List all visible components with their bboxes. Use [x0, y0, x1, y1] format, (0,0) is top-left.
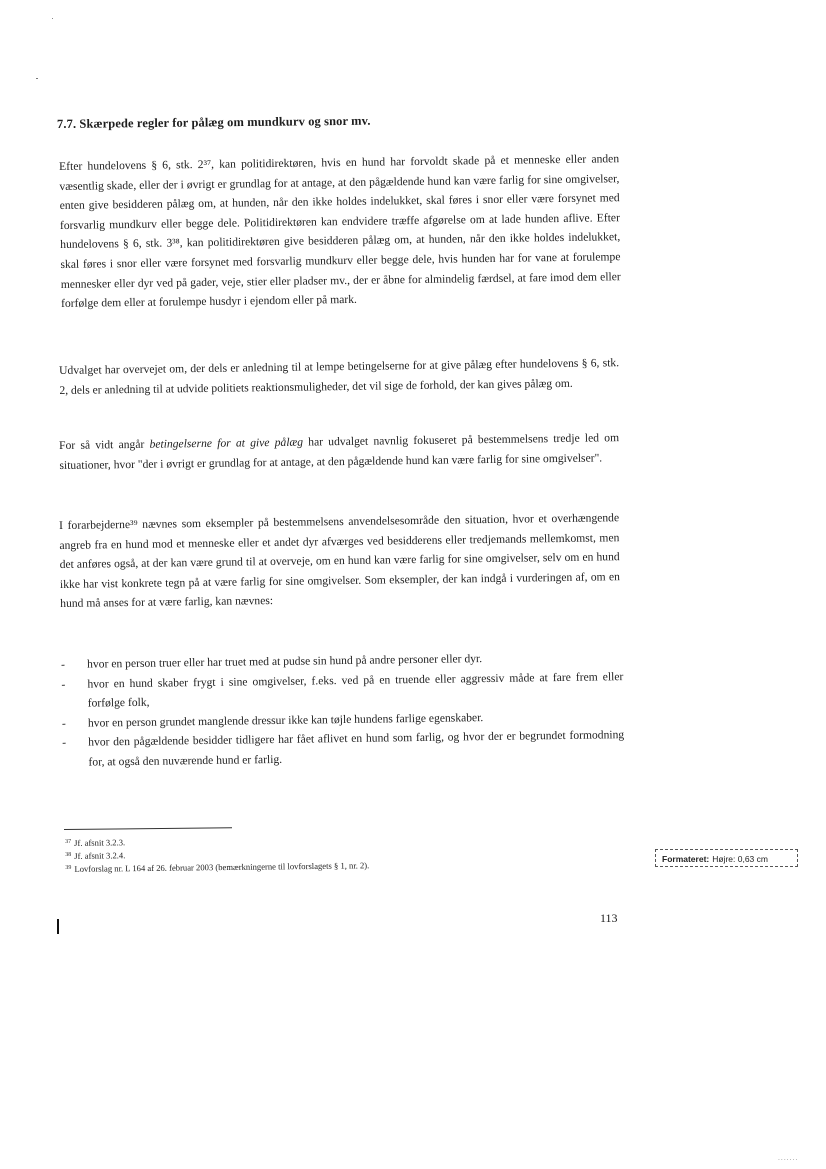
paragraph-3: [59, 428, 619, 475]
list-item-text: hvor en person truer eller har truet med at pudse sin hund på andre personer eller dyr.: [87, 652, 483, 671]
formatting-balloon[interactable]: [655, 849, 798, 867]
paragraph-4: [59, 508, 620, 614]
footnote-number: 37: [65, 838, 72, 845]
paragraph-2-text: Udvalget har overvejet om, der dels er anledning til at lempe betingelserne for at give pålæg efter hundelovens § 6, stk. 2, dels er anledning til at udvide politiets reaktionsmuligheder, det vil sige de forhold, der kan gives pålæg om.: [59, 356, 620, 397]
list-dash: -: [61, 657, 66, 671]
formatting-label: Formateret:: [662, 854, 710, 864]
footnote-number: 38: [65, 851, 72, 858]
list-item: [60, 725, 624, 772]
paragraph-3-rest: har udvalget navnlig fokuseret på bestemmelsens tredje led om situationer, hvor "der i øvrigt er grundlag for at antage, at den pågældende hund kan være farlig for sine omgivelser".: [59, 431, 620, 472]
section-heading: 7.7. Skærpede regler for pålæg om mundkurv og snor mv.: [56, 113, 371, 131]
footnote-separator: [64, 827, 232, 830]
paragraph-1: [59, 149, 621, 314]
list-dash: -: [62, 736, 67, 750]
paragraph-4-text: I forarbejderne³⁹ nævnes som eksempler på bestemmelsens anvendelsesområde den situation, hvor et overhængende angreb fra en hund mod et menneske eller et andet dyr afværges ved besidderens eller tredjemands mellemkomst, men det anføres også, at der kan være grund til at overveje, om en hund kan være farlig for sine omgivelser, selv om en hund ikke har vist konkrete tegn på at være farlig for sine omgivelser. Som eksempler, der kan indgå i vurderingen af, om en hund må anses for at være farlig, kan nævnes:: [59, 511, 620, 611]
paragraph-3-lead: For så vidt angår: [59, 437, 150, 452]
paragraph-1-text: Efter hundelovens § 6, stk. 2³⁷, kan politidirektøren, hvis en hund har forvoldt skade på et menneske eller anden væsentlig skade, eller der i øvrigt er grundlag for at antage, at den pågældende hund kan være farlig for sine omgivelser, enten give besidderen pålæg om, at hunden, når den ikke holdes indelukket, skal føres i snor eller være forsynet med forsvarlig mundkurv eller begge dele. Politidirektøren kan endvidere træffe afgørelse om at lade hunden aflive. Efter hundelovens § 6, stk. 3³⁸, kan politidirektøren give besidderen pålæg om, at hunden, når den ikke holdes indelukket, skal føres i snor eller være forsynet med forsvarlig mundkurv eller begge dele, hvis hunden har for vane at forulempe mennesker eller dyr ved på gader, veje, stier eller pladser mv., der er åbne for almindelig færdsel, at fare imod dem eller forfølge dem eller at forulempe husdyr i ejendom eller på mark.: [59, 152, 621, 311]
scan-speck: [36, 78, 38, 79]
paragraph-3-italic: betingelserne for at give pålæg: [149, 435, 304, 451]
scan-speck: [52, 18, 53, 19]
footnotes: [65, 832, 369, 875]
footnote-text: Lovforslag nr. L 164 af 26. februar 2003 (bemærkningerne til lovforslagets § 1, nr. 2).: [74, 860, 370, 874]
footnote-text: Jf. afsnit 3.2.3.: [74, 837, 126, 848]
list-item-text: hvor en person grundet manglende dressur ikke kan tøjle hundens farlige egenskaber.: [87, 710, 484, 730]
formatting-value: Højre: 0,63 cm: [712, 854, 768, 864]
paragraph-3-text: [59, 428, 619, 475]
footnote: [65, 858, 369, 875]
list-dash: -: [61, 716, 66, 730]
change-bar: [57, 919, 59, 934]
list-dash: -: [61, 677, 66, 691]
paragraph-2: [59, 353, 619, 400]
example-list: [59, 647, 625, 772]
list-item-text: hvor den pågældende besidder tidligere har fået aflivet en hund som farlig, og hvor der er begrundet formodning for, at også den nuværende hund er farlig.: [88, 728, 625, 769]
scan-dots: .......: [778, 1155, 799, 1162]
footnote-number: 39: [65, 864, 72, 871]
footnote-text: Jf. afsnit 3.2.4.: [74, 850, 126, 861]
list-item-text: hvor en hund skaber frygt i sine omgivelser, f.eks. ved på en truende eller aggressiv måde at fare frem eller forfølge folk,: [87, 669, 624, 710]
page-number: 113: [600, 911, 618, 925]
